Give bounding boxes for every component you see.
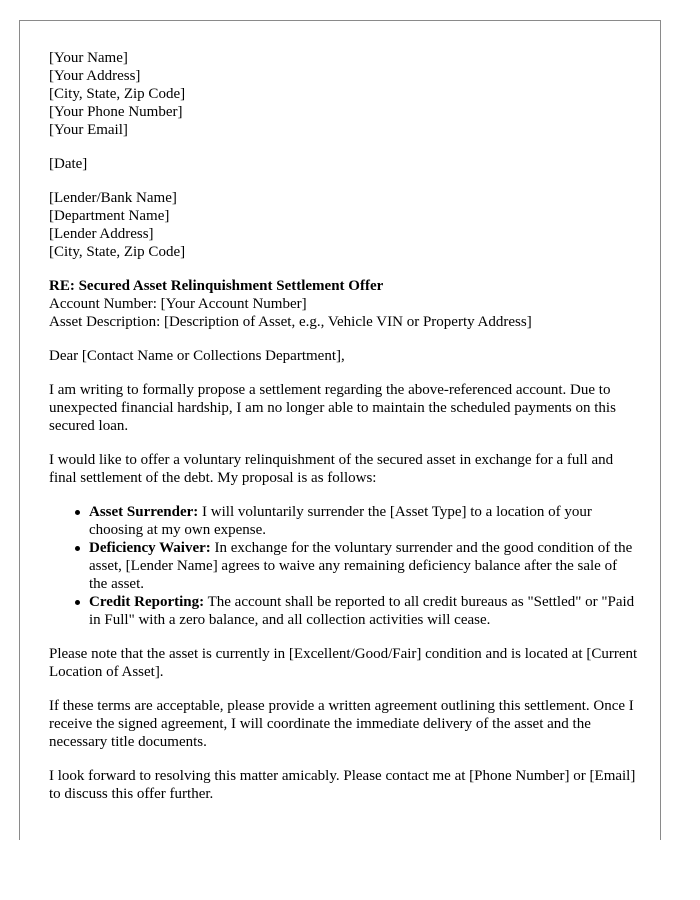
recipient-block — [49, 189, 639, 261]
letter-date: [Date] — [49, 156, 88, 172]
bullet-icon — [75, 546, 80, 551]
recipient-department: [Department Name] — [49, 208, 170, 224]
paragraph-closing: I look forward to resolving this matter amicably. Please contact me at [Phone Number] or [Email] to discuss this offer further. — [49, 768, 636, 802]
term-label: Credit Reporting: — [89, 594, 205, 610]
subject-block — [49, 277, 639, 331]
term-text: In exchange for the voluntary surrender and the good condition of the asset, [Lender Name] agrees to waive any remaining deficiency balance after the sale of the asset. — [89, 540, 633, 592]
subject-title: RE: Secured Asset Relinquishment Settlement Offer — [49, 278, 384, 294]
paragraph-condition: Please note that the asset is currently in [Excellent/Good/Fair] condition and is located at [Current Location of Asset]. — [49, 646, 638, 680]
date-block — [49, 155, 639, 173]
letter-page — [19, 20, 661, 840]
sender-address: [Your Address] — [49, 68, 141, 84]
list-item — [89, 593, 639, 629]
recipient-address: [Lender Address] — [49, 226, 154, 242]
bullet-icon — [75, 510, 80, 515]
asset-description: Asset Description: [Description of Asset, e.g., Vehicle VIN or Property Address] — [49, 314, 532, 330]
sender-phone: [Your Phone Number] — [49, 104, 183, 120]
paragraph-offer: I would like to offer a voluntary relinquishment of the secured asset in exchange for a full and final settlement of the debt. My proposal is as follows: — [49, 452, 614, 486]
sender-name: [Your Name] — [49, 50, 128, 66]
recipient-lender: [Lender/Bank Name] — [49, 190, 177, 206]
term-text: I will voluntarily surrender the [Asset Type] to a location of your choosing at my own expense. — [89, 504, 592, 538]
salutation: Dear [Contact Name or Collections Department], — [49, 348, 345, 364]
sender-block — [49, 49, 639, 139]
paragraph-intro: I am writing to formally propose a settlement regarding the above-referenced account. Due to unexpected financial hardship, I am no longer able to maintain the scheduled payments on this secured loan. — [49, 382, 616, 434]
list-item — [89, 539, 639, 593]
paragraph-acceptance: If these terms are acceptable, please provide a written agreement outlining this settlement. Once I receive the signed agreement, I will coordinate the immediate delivery of the asset and the necessary title documents. — [49, 698, 634, 750]
letter-content — [49, 49, 639, 819]
sender-city-state-zip: [City, State, Zip Code] — [49, 86, 186, 102]
term-label: Asset Surrender: — [89, 504, 199, 520]
sender-email: [Your Email] — [49, 122, 128, 138]
list-item — [89, 503, 639, 539]
bullet-icon — [75, 600, 80, 605]
recipient-city-state-zip: [City, State, Zip Code] — [49, 244, 186, 260]
proposal-terms-list — [49, 503, 639, 629]
term-text: The account shall be reported to all credit bureaus as "Settled" or "Paid in Full" with a zero balance, and all collection activities will cease. — [89, 594, 635, 628]
term-label: Deficiency Waiver: — [89, 540, 211, 556]
account-number: Account Number: [Your Account Number] — [49, 296, 307, 312]
